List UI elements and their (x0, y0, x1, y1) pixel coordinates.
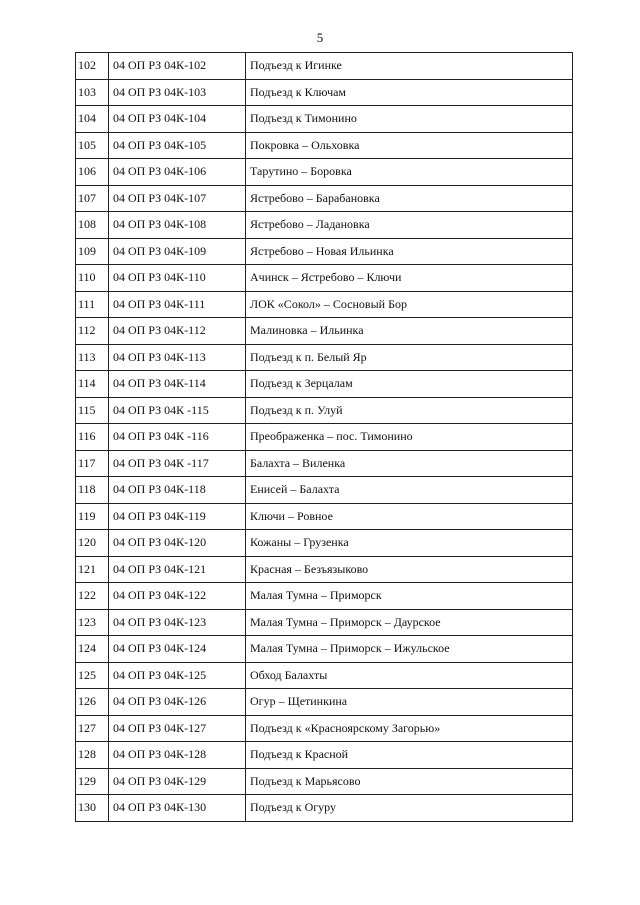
road-code-cell: 04 ОП РЗ 04К-102 (109, 53, 246, 80)
road-name-cell: Ястребово – Новая Ильинка (246, 238, 573, 265)
road-name-cell: Малая Тумна – Приморск – Ижульское (246, 636, 573, 663)
row-number-cell: 113 (76, 344, 109, 371)
road-code-cell: 04 ОП РЗ 04К-105 (109, 132, 246, 159)
row-number-cell: 127 (76, 715, 109, 742)
row-number-cell: 108 (76, 212, 109, 239)
table-row (76, 265, 573, 292)
road-code-cell: 04 ОП РЗ 04К-120 (109, 530, 246, 557)
road-name-cell: Малая Тумна – Приморск – Даурское (246, 609, 573, 636)
row-number-cell: 117 (76, 450, 109, 477)
table-row (76, 318, 573, 345)
road-name-cell: Балахта – Виленка (246, 450, 573, 477)
road-code-cell: 04 ОП РЗ 04К-113 (109, 344, 246, 371)
table-row (76, 795, 573, 822)
table-row (76, 609, 573, 636)
table-row (76, 477, 573, 504)
road-code-cell: 04 ОП РЗ 04К-121 (109, 556, 246, 583)
table-row (76, 530, 573, 557)
row-number-cell: 111 (76, 291, 109, 318)
table-row (76, 132, 573, 159)
table-row (76, 238, 573, 265)
road-name-cell: Красная – Безъязыково (246, 556, 573, 583)
row-number-cell: 115 (76, 397, 109, 424)
table-row (76, 79, 573, 106)
road-code-cell: 04 ОП РЗ 04К-107 (109, 185, 246, 212)
table-row (76, 291, 573, 318)
road-code-cell: 04 ОП РЗ 04К-111 (109, 291, 246, 318)
table-row (76, 212, 573, 239)
road-name-cell: Ястребово – Ладановка (246, 212, 573, 239)
road-name-cell: Обход Балахты (246, 662, 573, 689)
road-code-cell: 04 ОП РЗ 04К-114 (109, 371, 246, 398)
row-number-cell: 106 (76, 159, 109, 186)
row-number-cell: 116 (76, 424, 109, 451)
table-row (76, 450, 573, 477)
road-code-cell: 04 ОП РЗ 04К -116 (109, 424, 246, 451)
road-code-cell: 04 ОП РЗ 04К-130 (109, 795, 246, 822)
row-number-cell: 104 (76, 106, 109, 133)
road-name-cell: Подъезд к Тимонино (246, 106, 573, 133)
row-number-cell: 119 (76, 503, 109, 530)
road-name-cell: Подъезд к п. Белый Яр (246, 344, 573, 371)
row-number-cell: 103 (76, 79, 109, 106)
road-code-cell: 04 ОП РЗ 04К-109 (109, 238, 246, 265)
road-name-cell: Преображенка – пос. Тимонино (246, 424, 573, 451)
road-code-cell: 04 ОП РЗ 04К-124 (109, 636, 246, 663)
roads-table (75, 52, 573, 822)
row-number-cell: 110 (76, 265, 109, 292)
road-name-cell: Тарутино – Боровка (246, 159, 573, 186)
road-code-cell: 04 ОП РЗ 04К-106 (109, 159, 246, 186)
row-number-cell: 120 (76, 530, 109, 557)
roads-table-body (76, 53, 573, 822)
road-name-cell: ЛОК «Сокол» – Сосновый Бор (246, 291, 573, 318)
road-code-cell: 04 ОП РЗ 04К-127 (109, 715, 246, 742)
row-number-cell: 109 (76, 238, 109, 265)
table-row (76, 106, 573, 133)
road-name-cell: Малиновка – Ильинка (246, 318, 573, 345)
table-row (76, 371, 573, 398)
road-code-cell: 04 ОП РЗ 04К-118 (109, 477, 246, 504)
row-number-cell: 102 (76, 53, 109, 80)
table-row (76, 397, 573, 424)
table-row (76, 636, 573, 663)
road-code-cell: 04 ОП РЗ 04К-128 (109, 742, 246, 769)
road-code-cell: 04 ОП РЗ 04К-103 (109, 79, 246, 106)
road-name-cell: Ключи – Ровное (246, 503, 573, 530)
road-code-cell: 04 ОП РЗ 04К-126 (109, 689, 246, 716)
road-name-cell: Подъезд к Марьясово (246, 768, 573, 795)
table-row (76, 53, 573, 80)
row-number-cell: 125 (76, 662, 109, 689)
road-code-cell: 04 ОП РЗ 04К-125 (109, 662, 246, 689)
road-code-cell: 04 ОП РЗ 04К-108 (109, 212, 246, 239)
table-row (76, 689, 573, 716)
table-row (76, 768, 573, 795)
table-row (76, 715, 573, 742)
road-name-cell: Ястребово – Барабановка (246, 185, 573, 212)
road-name-cell: Подъезд к Зерцалам (246, 371, 573, 398)
table-row (76, 344, 573, 371)
row-number-cell: 124 (76, 636, 109, 663)
road-name-cell: Подъезд к п. Улуй (246, 397, 573, 424)
road-name-cell: Малая Тумна – Приморск (246, 583, 573, 610)
row-number-cell: 105 (76, 132, 109, 159)
road-name-cell: Подъезд к Огуру (246, 795, 573, 822)
row-number-cell: 118 (76, 477, 109, 504)
table-row (76, 185, 573, 212)
road-name-cell: Подъезд к Игинке (246, 53, 573, 80)
row-number-cell: 128 (76, 742, 109, 769)
row-number-cell: 122 (76, 583, 109, 610)
table-row (76, 742, 573, 769)
road-code-cell: 04 ОП РЗ 04К-112 (109, 318, 246, 345)
road-name-cell: Подъезд к «Красноярскому Загорью» (246, 715, 573, 742)
row-number-cell: 114 (76, 371, 109, 398)
road-name-cell: Енисей – Балахта (246, 477, 573, 504)
road-code-cell: 04 ОП РЗ 04К -115 (109, 397, 246, 424)
road-name-cell: Огур – Щетинкина (246, 689, 573, 716)
table-row (76, 662, 573, 689)
road-code-cell: 04 ОП РЗ 04К-129 (109, 768, 246, 795)
road-code-cell: 04 ОП РЗ 04К -117 (109, 450, 246, 477)
row-number-cell: 123 (76, 609, 109, 636)
row-number-cell: 129 (76, 768, 109, 795)
road-code-cell: 04 ОП РЗ 04К-123 (109, 609, 246, 636)
road-code-cell: 04 ОП РЗ 04К-104 (109, 106, 246, 133)
road-name-cell: Подъезд к Ключам (246, 79, 573, 106)
table-row (76, 556, 573, 583)
road-name-cell: Подъезд к Красной (246, 742, 573, 769)
table-row (76, 583, 573, 610)
table-row (76, 159, 573, 186)
road-name-cell: Кожаны – Грузенка (246, 530, 573, 557)
page-number: 5 (316, 30, 324, 45)
road-name-cell: Покровка – Ольховка (246, 132, 573, 159)
row-number-cell: 130 (76, 795, 109, 822)
table-row (76, 424, 573, 451)
row-number-cell: 121 (76, 556, 109, 583)
row-number-cell: 107 (76, 185, 109, 212)
table-row (76, 503, 573, 530)
row-number-cell: 126 (76, 689, 109, 716)
row-number-cell: 112 (76, 318, 109, 345)
road-code-cell: 04 ОП РЗ 04К-122 (109, 583, 246, 610)
road-name-cell: Ачинск – Ястребово – Ключи (246, 265, 573, 292)
road-code-cell: 04 ОП РЗ 04К-119 (109, 503, 246, 530)
road-code-cell: 04 ОП РЗ 04К-110 (109, 265, 246, 292)
